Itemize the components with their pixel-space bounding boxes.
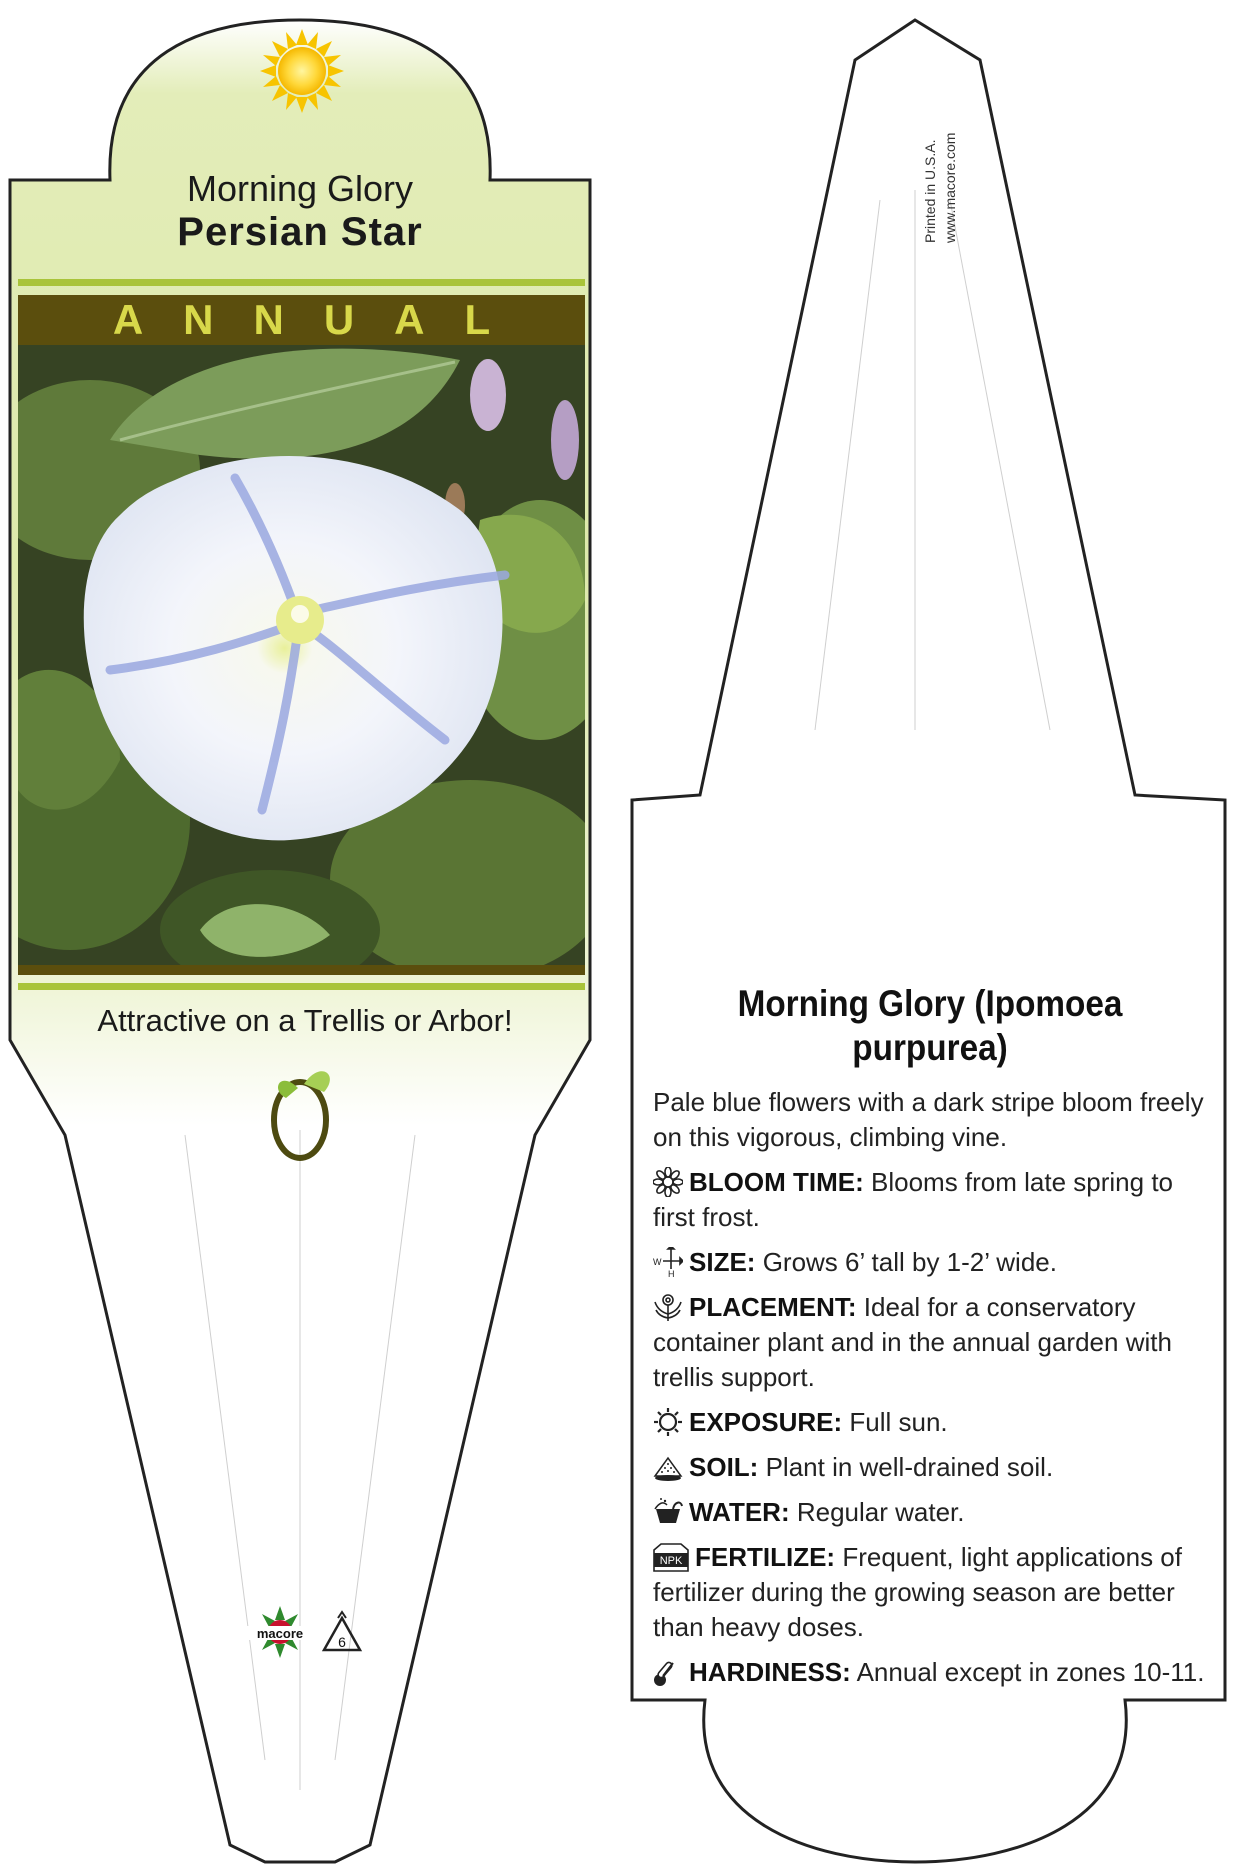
npk-text: NPK [659, 1555, 683, 1567]
water-label: WATER: [689, 1497, 790, 1527]
fertilize-row [653, 1540, 1213, 1645]
back-heading: Morning Glory (Ipomoea purpurea) [737, 983, 1123, 1068]
thermometer-icon [653, 1657, 683, 1687]
hardiness-row [653, 1655, 1213, 1690]
plant-photo [0, 345, 620, 990]
soil-row [653, 1450, 1213, 1485]
placement-label: PLACEMENT: [689, 1292, 857, 1322]
size-row [653, 1245, 1213, 1280]
npk-icon [653, 1542, 689, 1572]
exposure-row [653, 1405, 1213, 1440]
watering-can-icon [653, 1497, 683, 1527]
intro-text: Pale blue flowers with a dark stripe bloom freely on this vigorous, climbing vine. [653, 1087, 1204, 1152]
soil-text: Plant in well-drained soil. [765, 1452, 1054, 1482]
hardiness-text: Annual except in zones 10-11. [856, 1657, 1205, 1687]
bloom-time-row [653, 1165, 1213, 1235]
front-variety-name: Persian Star [177, 210, 423, 254]
fertilize-label: FERTILIZE: [695, 1542, 836, 1572]
bloom-time-text: Blooms from late spring to first frost. [653, 1167, 1174, 1232]
water-row [653, 1495, 1213, 1530]
annual-band: ANNUAL [18, 295, 585, 345]
front-common-name: Morning Glory [186, 168, 414, 209]
printed-line-2: www.macore.com [942, 132, 958, 243]
placement-text: Ideal for a conservatory container plant and in the annual garden with trellis support. [653, 1292, 1172, 1392]
water-text: Regular water. [796, 1497, 965, 1527]
flower-icon [653, 1167, 683, 1197]
size-icon-w: W [653, 1257, 662, 1267]
soil-label: SOIL: [689, 1452, 759, 1482]
soil-icon [653, 1452, 683, 1482]
exposure-text: Full sun. [849, 1407, 948, 1437]
care-instructions [653, 1085, 1213, 1700]
printed-in-usa [905, 90, 965, 243]
bloom-time-label: BLOOM TIME: [689, 1167, 864, 1197]
size-label: SIZE: [689, 1247, 756, 1277]
fertilize-text: Frequent, light applications of fertilizer during the growing season are better than heavy doses. [653, 1542, 1182, 1642]
size-text: Grows 6’ tall by 1-2’ wide. [762, 1247, 1057, 1277]
hardiness-label: HARDINESS: [689, 1657, 851, 1687]
size-arrows-icon [653, 1247, 683, 1277]
placement-plant-icon [653, 1292, 683, 1322]
sun-outline-icon [653, 1407, 683, 1437]
placement-row [653, 1290, 1213, 1395]
macore-logo-text: macore [256, 1626, 304, 1641]
recycle-number: 6 [338, 1634, 346, 1650]
front-tagline: Attractive on a Trellis or Arbor! [97, 1003, 513, 1038]
size-icon-h: H [668, 1269, 675, 1277]
sun-icon [260, 29, 344, 113]
printed-line-1: Printed in U.S.A. [922, 139, 938, 243]
exposure-label: EXPOSURE: [689, 1407, 843, 1437]
